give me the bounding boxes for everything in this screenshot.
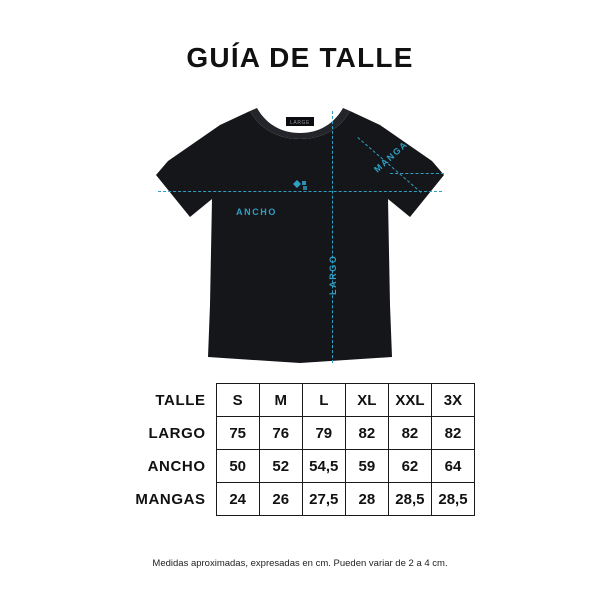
cell-mangas-m: 26 bbox=[259, 483, 302, 516]
cell-largo-s: 75 bbox=[216, 417, 259, 450]
table-row bbox=[130, 417, 475, 450]
table-row bbox=[130, 450, 475, 483]
table-header-m: M bbox=[259, 384, 302, 417]
table-header-l: L bbox=[302, 384, 345, 417]
cell-mangas-3x: 28,5 bbox=[431, 483, 474, 516]
guide-manga-tick bbox=[390, 173, 444, 174]
table-header-xxl: XXL bbox=[388, 384, 431, 417]
row-label-mangas: MANGAS bbox=[135, 490, 206, 508]
guide-ancho-line bbox=[158, 191, 442, 192]
cell-largo-3x: 82 bbox=[431, 417, 474, 450]
cell-largo-l: 79 bbox=[302, 417, 345, 450]
guide-label-ancho: ANCHO bbox=[236, 207, 277, 217]
tshirt-illustration bbox=[150, 95, 450, 375]
cell-ancho-s: 50 bbox=[216, 450, 259, 483]
cell-largo-xl: 82 bbox=[345, 417, 388, 450]
table-header-talle: TALLE bbox=[155, 391, 206, 409]
table-row bbox=[130, 483, 475, 516]
cell-ancho-xl: 59 bbox=[345, 450, 388, 483]
guide-label-largo: LARGO bbox=[328, 254, 338, 295]
guide-largo-line bbox=[332, 111, 333, 363]
cell-mangas-s: 24 bbox=[216, 483, 259, 516]
cell-mangas-xxl: 28,5 bbox=[388, 483, 431, 516]
size-table bbox=[130, 383, 475, 516]
table-header-xl: XL bbox=[345, 384, 388, 417]
table-header-s: S bbox=[216, 384, 259, 417]
cell-ancho-m: 52 bbox=[259, 450, 302, 483]
guide-label-manga: MANGA bbox=[372, 138, 410, 175]
page-title: GUÍA DE TALLE bbox=[186, 42, 414, 73]
footnote: Medidas aproximadas, expresadas en cm. Pueden variar de 2 a 4 cm. bbox=[152, 558, 448, 569]
row-label-largo: LARGO bbox=[148, 424, 206, 442]
table-header-row bbox=[130, 384, 475, 417]
cell-ancho-3x: 64 bbox=[431, 450, 474, 483]
cell-largo-m: 76 bbox=[259, 417, 302, 450]
svg-text:LARGE: LARGE bbox=[290, 120, 310, 126]
cell-mangas-xl: 28 bbox=[345, 483, 388, 516]
tshirt-icon bbox=[150, 95, 450, 375]
row-label-ancho: ANCHO bbox=[147, 457, 206, 475]
cell-ancho-l: 54,5 bbox=[302, 450, 345, 483]
cell-mangas-l: 27,5 bbox=[302, 483, 345, 516]
table-header-3x: 3X bbox=[431, 384, 474, 417]
cell-ancho-xxl: 62 bbox=[388, 450, 431, 483]
cell-largo-xxl: 82 bbox=[388, 417, 431, 450]
